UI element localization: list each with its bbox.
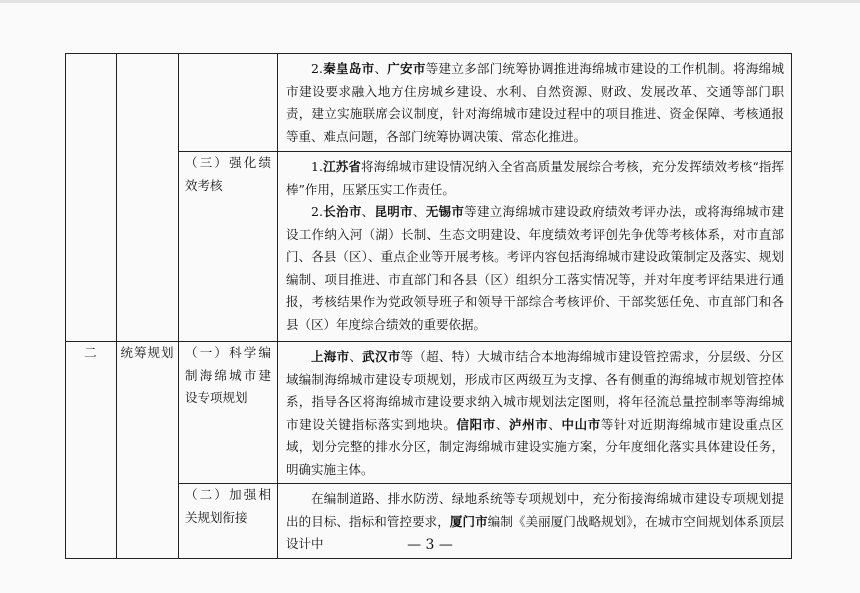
highlighted-place-name: 厦门市 (449, 513, 488, 529)
category-cell-continued (117, 54, 179, 342)
category-cell: 统筹规划 (117, 342, 179, 559)
text-run: 在编制道路、排水防涝、绿地系统等专项规划中，充分衔接海绵城市建设专项规划提出的目标、指标和管控要求， (286, 491, 784, 529)
text-run: 、 (495, 416, 510, 432)
subcategory-cell-continued (179, 54, 278, 152)
highlighted-place-name: 信阳市 (456, 416, 496, 432)
text-run: 等建立多部门统筹协调推进海绵城市建设的工作机制。将海绵城市建设要求融入地方住房城乡建设、水利、自然资源、财政、发展改革、交通等部门职责，建立实施联席会议制度，针对海绵城市建设过程中的项目推进、资金保障、考核通报等重、难点问题，各部门统筹协调决策、常态化推进。 (286, 61, 784, 144)
highlighted-place-name: 无锡市 (425, 204, 465, 219)
number-cell-continued (66, 54, 117, 342)
highlighted-place-name: 泸州市 (509, 416, 549, 432)
paragraph (286, 156, 784, 201)
content-cell (278, 54, 792, 152)
text-run: 等针对近期海绵城市建设重点区域，划分完整的排水分区，制定海绵城市建设实施方案，分年度细化落实具体建设任务，明确实施主体。 (286, 416, 784, 477)
table-row (66, 342, 792, 484)
text-run: 等建立海绵城市建设政府绩效考评办法，或将海绵城市建设工作纳入河（湖）长制、生态文明建设、年度绩效考评创先争优等考核体系，对市直部门、各县（区）、重点企业等开展考核。考评内容包括海绵城市建设政策制定及落实、规划编制、项目推进、市直部门和各县（区）组织分工落实情况等，并对年度考评结果进行通报，考核结果作为党政领导班子和领导干部综合考核评价、干部奖惩任免、市直部门和各县（区）年度综合绩效的重要依据。 (286, 204, 784, 332)
paragraph (286, 58, 784, 148)
text-run: 、 (412, 204, 426, 219)
text-run: 2. (311, 61, 323, 76)
highlighted-place-name: 上海市 (311, 349, 350, 364)
measures-table (65, 53, 792, 559)
highlighted-place-name: 长治市 (322, 204, 362, 219)
content-cell (278, 152, 792, 342)
text-run: 编制《美丽厦门战略规划》，在城市空间规划体系顶层设计中 (286, 513, 784, 551)
highlighted-place-name: 昆明市 (374, 204, 413, 219)
highlighted-place-name: 江苏省 (322, 159, 361, 174)
scan-top-edge (0, 0, 860, 3)
subcategory-cell: （一）科学编制海绵城市建设专项规划 (179, 342, 278, 484)
paragraph (286, 346, 784, 481)
text-run: 2. (311, 204, 323, 219)
subcategory-cell: （三）强化绩效考核 (179, 152, 278, 342)
text-run: 、 (374, 61, 388, 76)
highlighted-place-name: 中山市 (561, 416, 601, 432)
highlighted-place-name: 广安市 (387, 61, 426, 76)
subcategory-cell: （二）加强相关规划衔接 (179, 484, 278, 559)
table-row (66, 54, 792, 152)
text-run: 将海绵城市建设情况纳入全省高质量发展综合考核，充分发挥绩效考核“指挥棒”作用，压紧压实工作责任。 (286, 159, 784, 197)
text-run: 1. (311, 159, 323, 174)
highlighted-place-name: 秦皇岛市 (322, 61, 375, 76)
paragraph (286, 201, 784, 336)
highlighted-place-name: 武汉市 (362, 349, 401, 364)
text-run: 、 (349, 349, 363, 364)
page-number: — 3 — (407, 537, 453, 553)
text-run: 等（超、特）大城市结合本地海绵城市建设管控需求，分层级、分区域编制海绵城市建设专项规划，形成市区两级互为支撑、各有侧重的海绵城市规划管控体系，指导各区将海绵城市建设要求纳入城市规划法定图则，将年径流总量控制率等海绵城市建设关键指标落实到地块。 (286, 349, 784, 432)
text-run: 、 (361, 204, 375, 219)
content-cell (278, 342, 792, 484)
section-number: 二 (66, 342, 117, 559)
text-run: 、 (548, 416, 562, 432)
